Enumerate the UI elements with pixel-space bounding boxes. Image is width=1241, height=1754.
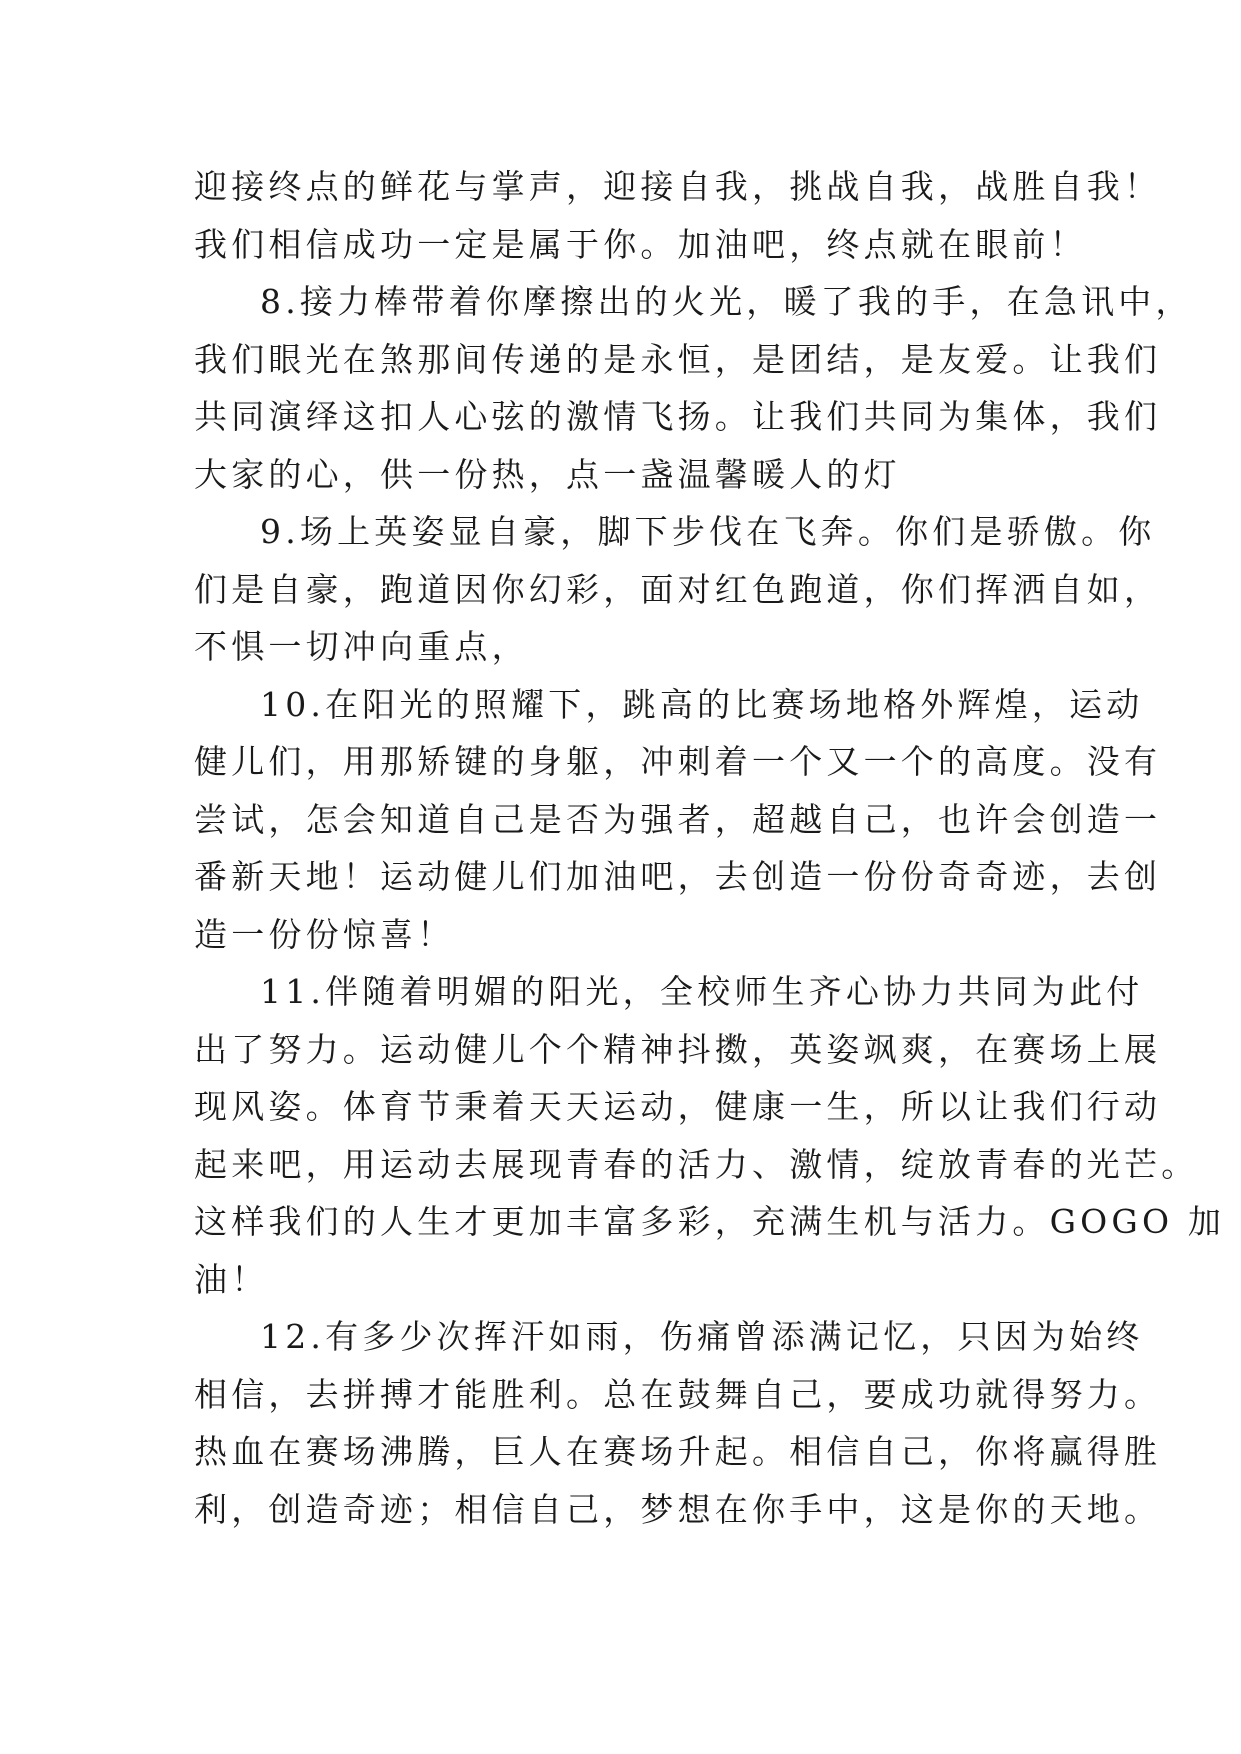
document-body	[194, 158, 1226, 1538]
text-line-7: 9.场上英姿显自豪，脚下步伐在飞奔。你们是骄傲。你	[260, 512, 1156, 551]
text-line-6: 大家的心，供一份热，点一盏温馨暖人的灯	[194, 454, 901, 494]
text-line-19: 这样我们的人生才更加丰富多彩，充满生机与活力。GOGO 加	[194, 1202, 1226, 1241]
text-line-10: 10.在阳光的照耀下，跳高的比赛场地格外辉煌，运动	[260, 684, 1144, 724]
text-line-21: 12.有多少次挥汗如雨，伤痛曾添满记忆，只因为始终	[260, 1317, 1144, 1356]
text-line-16: 出了努力。运动健儿个个精神抖擞，英姿飒爽，在赛场上展	[194, 1029, 1162, 1069]
text-line-12: 尝试，怎会知道自己是否为强者，超越自己，也许会创造一	[194, 799, 1162, 839]
text-line-24: 利，创造奇迹；相信自己，梦想在你手中，这是你的天地。	[194, 1489, 1162, 1529]
text-line-13: 番新天地！运动健儿们加油吧，去创造一份份奇奇迹，去创	[194, 857, 1162, 896]
text-line-4: 我们眼光在煞那间传递的是永恒，是团结，是友爱。让我们	[194, 339, 1162, 379]
text-line-8: 们是自豪，跑道因你幻彩，面对红色跑道，你们挥洒自如，	[194, 569, 1162, 609]
text-line-14: 造一份份惊喜！	[194, 914, 455, 954]
text-line-17: 现风姿。体育节秉着天天运动，健康一生，所以让我们行动	[194, 1087, 1162, 1126]
text-line-20: 油！	[194, 1259, 269, 1299]
text-line-18: 起来吧，用运动去展现青春的活力、激情，绽放青春的光芒。	[194, 1144, 1199, 1184]
text-line-5: 共同演绎这扣人心弦的激情飞扬。让我们共同为集体，我们	[194, 397, 1162, 436]
text-line-3: 8.接力棒带着你摩擦出的火光，暖了我的手，在急讯中，	[260, 282, 1193, 321]
text-line-9: 不惧一切冲向重点，	[194, 627, 529, 666]
text-line-2: 我们相信成功一定是属于你。加油吧，终点就在眼前！	[194, 224, 1087, 264]
text-line-15: 11.伴随着明媚的阳光，全校师生齐心协力共同为此付	[260, 972, 1144, 1011]
text-line-22: 相信，去拼搏才能胜利。总在鼓舞自己，要成功就得努力。	[194, 1374, 1162, 1414]
text-line-1: 迎接终点的鲜花与掌声，迎接自我，挑战自我，战胜自我！	[194, 167, 1162, 206]
text-line-23: 热血在赛场沸腾，巨人在赛场升起。相信自己，你将赢得胜	[194, 1432, 1162, 1471]
text-line-11: 健儿们，用那矫键的身躯，冲刺着一个又一个的高度。没有	[194, 742, 1162, 781]
